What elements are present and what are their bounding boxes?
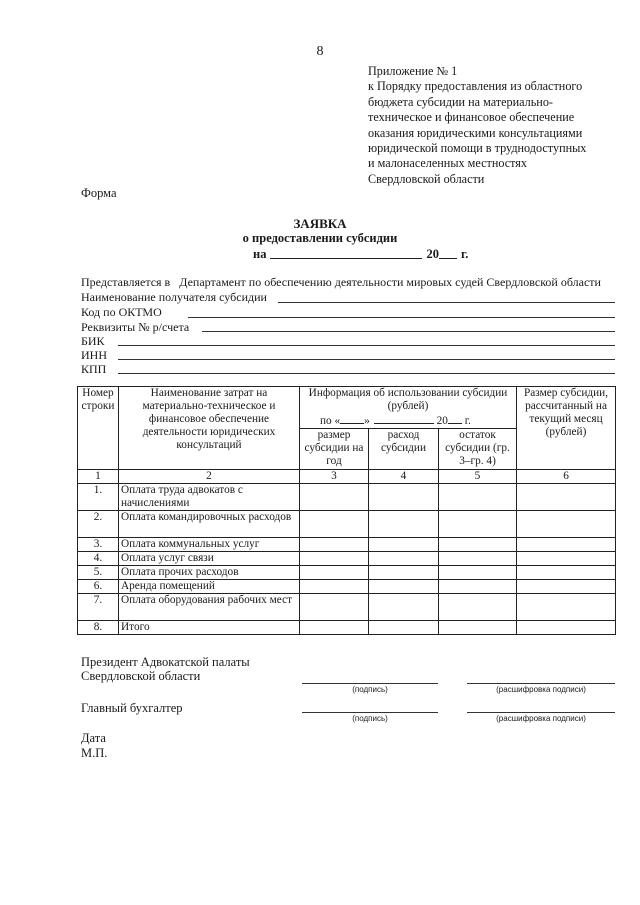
- appendix-line: юридической помощи в труднодоступных: [368, 141, 587, 156]
- header-spent: расход субсидии: [369, 429, 439, 470]
- president-decode-field[interactable]: [467, 683, 615, 684]
- president-signature-field[interactable]: [302, 683, 438, 684]
- accountant-decode-caption: (расшифровка подписи): [496, 714, 586, 723]
- president-decode-caption: (расшифровка подписи): [496, 685, 586, 694]
- usage-year: 20: [436, 415, 448, 427]
- monthly-cell[interactable]: [517, 580, 616, 594]
- document-title: ЗАЯВКА: [293, 216, 347, 231]
- header-row-no: Номер строки: [78, 387, 119, 470]
- accountant-sign-caption: (подпись): [352, 714, 388, 723]
- expense-name: Оплата командировочных расходов: [119, 511, 300, 538]
- president-label-line2: Свердловской области: [81, 669, 201, 683]
- annual-cell[interactable]: [300, 566, 369, 580]
- table-row: [78, 621, 616, 635]
- column-number-row: [78, 470, 616, 484]
- column-number: 6: [517, 470, 616, 484]
- usage-year-blank[interactable]: [448, 413, 462, 424]
- spent-cell[interactable]: [369, 511, 439, 538]
- usage-period: [302, 413, 514, 428]
- appendix-line: техническое и финансовое обеспечение: [368, 110, 575, 125]
- header-monthly: Размер субсидии, рассчитанный на текущий месяц (рублей): [517, 387, 616, 470]
- title-year: 20: [426, 247, 439, 261]
- annual-cell[interactable]: [300, 621, 369, 635]
- remaining-cell[interactable]: [439, 621, 517, 635]
- appendix-line: Приложение № 1: [368, 64, 458, 78]
- spent-cell[interactable]: [369, 594, 439, 621]
- expense-name: Оплата труда адвокатов с начислениями: [119, 484, 300, 511]
- remaining-cell[interactable]: [439, 511, 517, 538]
- table-row: [78, 580, 616, 594]
- annual-cell[interactable]: [300, 594, 369, 621]
- row-number: 5.: [78, 566, 119, 580]
- oktmo-field[interactable]: [188, 317, 615, 318]
- accountant-signature-field[interactable]: [302, 712, 438, 713]
- page-number: 8: [316, 44, 324, 59]
- appendix-line: к Порядку предоставления из областного: [368, 79, 583, 94]
- kpp-field[interactable]: [118, 373, 615, 374]
- expense-name: Оплата услуг связи: [119, 552, 300, 566]
- bik-field[interactable]: [118, 345, 615, 346]
- header-annual: размер субсидии на год: [300, 429, 369, 470]
- year-blank-field[interactable]: [439, 246, 457, 259]
- usage-g: г.: [464, 415, 471, 427]
- president-label-line1: Президент Адвокатской палаты: [81, 655, 250, 669]
- header-remaining: остаток субсидии (гр. 3–гр. 4): [439, 429, 517, 470]
- table-header-row: [78, 387, 616, 429]
- remaining-cell[interactable]: [439, 594, 517, 621]
- annual-cell[interactable]: [300, 580, 369, 594]
- row-number: 4.: [78, 552, 119, 566]
- annual-cell[interactable]: [300, 511, 369, 538]
- spent-cell[interactable]: [369, 566, 439, 580]
- presented-to-value: Департамент по обеспечению деятельности мировых судей Свердловской области: [179, 275, 601, 289]
- presented-to-row: [81, 275, 601, 290]
- remaining-cell[interactable]: [439, 566, 517, 580]
- usage-quote: »: [364, 415, 370, 427]
- spent-cell[interactable]: [369, 552, 439, 566]
- annual-cell[interactable]: [300, 538, 369, 552]
- spent-cell[interactable]: [369, 621, 439, 635]
- inn-field[interactable]: [118, 359, 615, 360]
- expense-name: Оплата прочих расходов: [119, 566, 300, 580]
- column-number: 5: [439, 470, 517, 484]
- appendix-line: и малонаселенных местностях: [368, 156, 528, 171]
- appendix-line: оказания юридическими консультациями: [368, 125, 583, 140]
- oktmo-label: Код по ОКТМО: [81, 305, 162, 319]
- president-sign-caption: (подпись): [352, 685, 388, 694]
- remaining-cell[interactable]: [439, 552, 517, 566]
- usage-info-title: Информация об использовании субсидии (рублей): [308, 387, 508, 412]
- monthly-cell[interactable]: [517, 594, 616, 621]
- header-expense-name: Наименование затрат на материально-техническое и финансовое обеспечение деятельности юридических консультаций: [119, 387, 300, 470]
- table-row: [78, 552, 616, 566]
- form-label: Форма: [81, 186, 117, 200]
- monthly-cell[interactable]: [517, 538, 616, 552]
- document-subtitle: о предоставлении субсидии: [242, 231, 398, 245]
- table-row: [78, 484, 616, 511]
- spent-cell[interactable]: [369, 538, 439, 552]
- spent-cell[interactable]: [369, 580, 439, 594]
- title-date-line: [253, 246, 468, 262]
- usage-month-blank[interactable]: [374, 413, 434, 424]
- row-number: 7.: [78, 594, 119, 621]
- monthly-cell[interactable]: [517, 621, 616, 635]
- remaining-cell[interactable]: [439, 538, 517, 552]
- account-field[interactable]: [202, 331, 615, 332]
- stamp-label: М.П.: [81, 746, 108, 760]
- bik-label: БИК: [81, 334, 105, 348]
- appendix-block: [368, 64, 630, 187]
- annual-cell[interactable]: [300, 552, 369, 566]
- title-year-suffix: г.: [460, 247, 469, 261]
- row-number: 1.: [78, 484, 119, 511]
- spent-cell[interactable]: [369, 484, 439, 511]
- remaining-cell[interactable]: [439, 484, 517, 511]
- column-number: 3: [300, 470, 369, 484]
- row-number: 2.: [78, 511, 119, 538]
- kpp-label: КПП: [81, 362, 107, 376]
- subsidy-table: [77, 386, 616, 635]
- expense-name: Итого: [119, 621, 300, 635]
- monthly-cell[interactable]: [517, 566, 616, 580]
- usage-day-blank[interactable]: [340, 413, 364, 424]
- table-row: [78, 566, 616, 580]
- accountant-decode-field[interactable]: [467, 712, 615, 713]
- table-row: [78, 511, 616, 538]
- annual-cell[interactable]: [300, 484, 369, 511]
- row-number: 6.: [78, 580, 119, 594]
- monthly-cell[interactable]: [517, 484, 616, 511]
- title-na: на: [253, 247, 267, 261]
- header-usage-info: [300, 387, 517, 429]
- inn-label: ИНН: [81, 348, 107, 362]
- date-blank-field[interactable]: [270, 246, 422, 259]
- table-row: [78, 594, 616, 621]
- monthly-cell[interactable]: [517, 511, 616, 538]
- account-label: Реквизиты № р/счета: [81, 320, 190, 334]
- row-number: 3.: [78, 538, 119, 552]
- usage-po: по «: [320, 415, 341, 427]
- appendix-line: Свердловской области: [368, 171, 485, 186]
- column-number: 2: [119, 470, 300, 484]
- recipient-label: Наименование получателя субсидии: [81, 290, 267, 304]
- remaining-cell[interactable]: [439, 580, 517, 594]
- recipient-field[interactable]: [278, 302, 615, 303]
- row-number: 8.: [78, 621, 119, 635]
- expense-name: Оплата оборудования рабочих мест: [119, 594, 300, 621]
- monthly-cell[interactable]: [517, 552, 616, 566]
- column-number: 1: [78, 470, 119, 484]
- table-row: [78, 538, 616, 552]
- appendix-line: бюджета субсидии на материально-: [368, 94, 553, 109]
- date-label: Дата: [81, 731, 106, 745]
- expense-name: Аренда помещений: [119, 580, 300, 594]
- accountant-label: Главный бухгалтер: [81, 701, 183, 715]
- presented-to-label: Представляется в: [81, 275, 171, 289]
- column-number: 4: [369, 470, 439, 484]
- expense-name: Оплата коммунальных услуг: [119, 538, 300, 552]
